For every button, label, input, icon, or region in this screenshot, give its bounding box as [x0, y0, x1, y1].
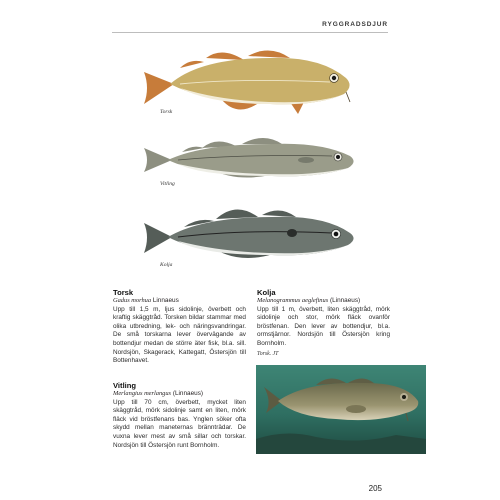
fish-caption-torsk: Torsk [160, 109, 173, 115]
vitling-tail [144, 148, 172, 172]
fish-caption-vitling: Vitling [160, 181, 175, 187]
kolja-tail [144, 223, 172, 253]
torsk-dorsal-fin-1 [206, 52, 244, 60]
species-entry-kolja [257, 288, 390, 349]
torsk-barbel [346, 92, 350, 102]
fish-illustration-torsk [140, 44, 362, 118]
kolja-drawing [142, 203, 364, 269]
species-description-vitling: Upp till 70 cm, överbett, mycket liten skäggtråd, mörk sidolinje samt en liten, mörk fläck vid bröstfenans bas. Ynglen söker ofta skydd mellan maneternas brännträdar. De vuxna lever mest av små sillar och torskar. Nordsjön till Östersjön runt Bornholm. [113, 398, 246, 449]
species-description-torsk: Upp till 1,5 m, ljus sidolinje, överbett och kraftig skäggtråd. Torsken bildar stammar med olika utbredning, lek- och näringsvandringar. De små torskarna lever övervägande av bottendjur medan de större äter fisk, bl.a. sill. Nordsjön, Skagerack, Kattegatt, Östersjön till Bottenhavet. [113, 305, 246, 365]
vitling-drawing [142, 130, 364, 192]
species-entry-vitling [113, 381, 246, 450]
species-latin-torsk: Gadus morhua Linnaeus [113, 297, 179, 304]
species-latin-kolja: Melanogrammus aeglefinus (Linnaeus) [257, 297, 361, 304]
torsk-tail [144, 72, 174, 104]
vitling-dorsal-fin-2 [242, 138, 282, 144]
species-name-vitling: Vitling [113, 381, 137, 390]
torsk-body [170, 58, 350, 104]
page-number: 205 [368, 484, 382, 493]
torsk-dorsal-fin-2 [248, 50, 290, 58]
fish-caption-kolja: Kolja [160, 262, 173, 268]
species-latin-vitling: Merlangius merlangus (Linnaeus) [113, 390, 204, 397]
species-description-kolja: Upp till 1 m, överbett, liten skäggtråd, mörk sidolinje och stor, mörk fläck ovanför bröstfenan. Den lever av bottendjur, bl.a. ormstjärnor. Nordsjön till Östersjön kring Bornholm. [257, 305, 390, 347]
torsk-dorsal-fin-3 [180, 61, 204, 68]
kolja-dorsal-fin-2 [262, 210, 296, 217]
vitling-pectoral-fin [298, 157, 314, 163]
header-divider [112, 32, 388, 33]
kolja-dark-spot [287, 229, 297, 237]
photo-caption: Torsk. JT [257, 351, 279, 357]
torsk-drawing [140, 44, 362, 118]
species-entry-torsk [113, 288, 246, 366]
photo-cod-pectoral-fin [346, 405, 366, 413]
species-name-torsk: Torsk [113, 288, 134, 297]
species-name-kolja: Kolja [257, 288, 276, 297]
fish-illustration-kolja [142, 203, 364, 269]
fish-illustration-vitling [142, 130, 364, 192]
section-title: RYGGRADSDJUR [322, 21, 388, 28]
underwater-cod-photo [256, 365, 426, 454]
